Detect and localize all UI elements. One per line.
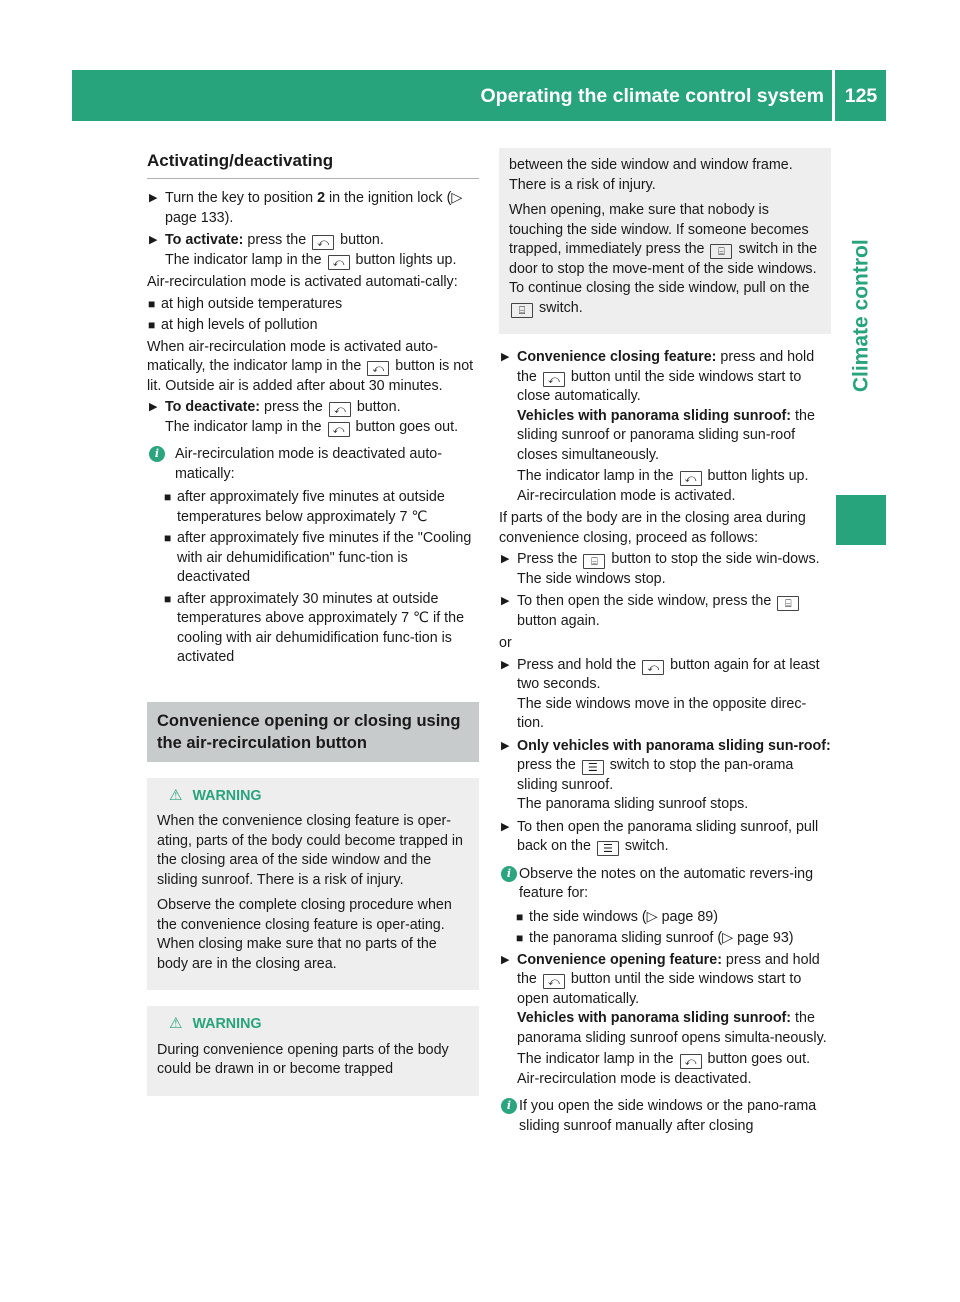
warning-triangle-icon: ⚠ (169, 1015, 183, 1032)
step-arrow-icon: ▶ (501, 953, 510, 966)
note-list (147, 488, 479, 668)
page-ref-arrow-icon: ▷ (451, 190, 463, 206)
page-number: 125 (844, 85, 878, 107)
list-item: ■ the panorama sliding sunroof (▷ page 93) (515, 929, 831, 949)
air-recirculation-icon: ⤺ (328, 255, 350, 270)
bullet-icon: ■ (164, 490, 172, 504)
air-recirculation-icon: ⤺ (680, 471, 702, 486)
list-item: ■ after approximately five minutes at outside temperatures below approximately 7 ℃ (164, 489, 445, 525)
step-arrow-icon: ▶ (501, 351, 510, 363)
header-divider (832, 70, 835, 121)
list-item: ■ at high levels of pollution (147, 316, 479, 336)
step-arrow-icon: ▶ (149, 401, 158, 413)
bullet-icon: ■ (516, 909, 524, 924)
sunroof-switch-icon: ☰ (597, 841, 619, 856)
window-switch-icon: ⌸ (777, 596, 799, 611)
air-recirculation-icon: ⤺ (642, 660, 664, 675)
step-activate: ▶ To activate: press the ⤺ button. The indicator lamp in the ⤺ button lights up. (149, 232, 457, 269)
window-switch-icon: ⌸ (583, 554, 605, 569)
warning-box: ⚠ WARNING During convenience opening parts of the body could be drawn in or become trapped (147, 1006, 479, 1096)
note-list (499, 908, 831, 949)
bullet-icon: ■ (516, 931, 524, 945)
list-item: ■ the side windows (▷ page 89) (515, 908, 831, 928)
air-recirculation-icon: ⤺ (312, 235, 334, 250)
step-arrow-icon: ▶ (149, 192, 158, 204)
info-icon: i (501, 866, 517, 882)
step-turn-key: ▶ Turn the key to position 2 in the ignition lock (▷ page 133). (149, 190, 463, 226)
bullet-icon: ■ (148, 318, 156, 332)
auto-activation-text: Air-recirculation mode is activated automati-cally: (147, 274, 458, 290)
step-sunroof-stop: ▶ Only vehicles with panorama sliding sun-roof: press the ☰ switch to stop the pan-orama sliding sunroof. The panorama sliding sunroof stops. (501, 737, 831, 812)
air-recirculation-icon: ⤺ (543, 974, 565, 989)
list-item: ■ after approximately five minutes if the "Cooling with air dehumidification" func-tion is deactivated (164, 530, 472, 585)
side-tab (836, 144, 886, 487)
step-press-hold: ▶ Press and hold the ⤺ button again for at least two seconds. The side windows move in the opposite direc-tion. (501, 656, 820, 731)
air-recirculation-icon: ⤺ (543, 372, 565, 387)
window-switch-icon: ⌸ (511, 303, 533, 318)
air-recirculation-icon: ⤺ (328, 422, 350, 437)
window-switch-icon: ⌸ (710, 244, 732, 259)
page-reference[interactable]: page 133). (165, 209, 234, 226)
step-arrow-icon: ▶ (501, 595, 510, 607)
step-convenience-closing: ▶ Convenience closing feature: press and hold the ⤺ button until the side windows start to close automatically. Vehicles with panorama sliding sunroof: the sliding sunroof or panorama sliding sun-roof closes simultaneously. The indicator lamp in the ⤺ button lights up. Air-recirculation mode is activated. (501, 349, 815, 504)
auto-activation-lamp-text: When air-recirculation mode is activated auto-matically, the indicator lamp in the ⤺ button is not lit. Outside air is added after about 30 minutes. (147, 338, 474, 394)
step-arrow-icon: ▶ (501, 553, 510, 565)
air-recirculation-icon: ⤺ (329, 402, 351, 417)
page-ref-arrow-icon: ▷ (722, 930, 734, 946)
step-deactivate: ▶ To deactivate: press the ⤺ button. The indicator lamp in the ⤺ button goes out. (149, 399, 459, 436)
list-item: ■ after approximately 30 minutes at outside temperatures above approximately 7 ℃ if the cooling with air dehumidification func-tion is activated (164, 590, 465, 665)
left-column (147, 148, 479, 1112)
side-tab-label: Climate control (849, 239, 873, 392)
right-column (499, 148, 831, 1140)
step-arrow-icon: ▶ (501, 658, 510, 671)
side-tab-marker (836, 495, 886, 545)
bullet-icon: ■ (164, 591, 172, 606)
info-icon: i (501, 1098, 517, 1114)
sunroof-switch-icon: ☰ (582, 760, 604, 775)
air-recirculation-icon: ⤺ (367, 361, 389, 376)
page-ref-arrow-icon: ▷ (646, 908, 658, 925)
warning-heading: ⚠ WARNING (169, 786, 262, 804)
warning-heading: ⚠ WARNING (169, 1015, 262, 1032)
page-reference[interactable]: page 89) (657, 908, 719, 925)
page-title: Operating the climate control system (480, 85, 824, 107)
closing-area-text: If parts of the body are in the closing area during convenience closing, proceed as follows: (499, 510, 806, 546)
warning-box-continued: between the side window and window frame. There is a risk of injury. When opening, make sure that nobody is touching the side window. If someone becomes trapped, immediately press the ⌸ switch in the door to stop the move-ment of the side windows. To continue closing the side window, pull on the ⌸ switch. (499, 148, 831, 334)
step-press-window: ▶ Press the ⌸ button to stop the side win-dows. The side windows stop. (501, 551, 820, 587)
step-convenience-opening: ▶ Convenience opening feature: press and hold the ⤺ button until the side windows start to open automatically. Vehicles with panorama sliding sunroof: the panorama sliding sunroof opens simulta-neously. The indicator lamp in the ⤺ button goes out. Air-recirculation mode is deactivated. (501, 951, 827, 1087)
info-note: i If you open the side windows or the pano-rama sliding sunroof manually after closing (499, 1097, 831, 1136)
step-arrow-icon: ▶ (149, 234, 158, 246)
air-recirculation-icon: ⤺ (680, 1054, 702, 1069)
info-icon: i (149, 446, 165, 462)
bullet-icon: ■ (148, 296, 156, 311)
info-note: i Air-recirculation mode is deactivated auto-matically: (147, 445, 479, 484)
step-sunroof-open: ▶ To then open the panorama sliding sunroof, pull back on the ☰ switch. (501, 818, 819, 855)
step-arrow-icon: ▶ (501, 739, 510, 752)
step-arrow-icon: ▶ (501, 820, 510, 833)
list-item: ■ at high outside temperatures (147, 295, 479, 315)
section-title-activating: Activating/deactivating (147, 148, 479, 179)
bullet-icon: ■ (164, 531, 172, 545)
warning-box: ⚠ WARNING When the convenience closing feature is oper-ating, parts of the body could become trapped in the closing area of the side window and the sliding sunroof. There is a risk of injury. Observe the complete closing procedure when the convenience closing feature is oper-ating. When closing make sure that no parts of the body are in the closing area. (147, 778, 479, 991)
step-open-window: ▶ To then open the side window, press the ⌸ button again. (499, 592, 831, 631)
or-text: or (499, 635, 512, 651)
info-note: i Observe the notes on the automatic revers-ing feature for: (499, 865, 831, 904)
page-reference[interactable]: page 93) (733, 930, 794, 946)
section-title-convenience: Convenience opening or closing using the air-recirculation button (147, 702, 479, 762)
warning-triangle-icon: ⚠ (169, 786, 183, 804)
